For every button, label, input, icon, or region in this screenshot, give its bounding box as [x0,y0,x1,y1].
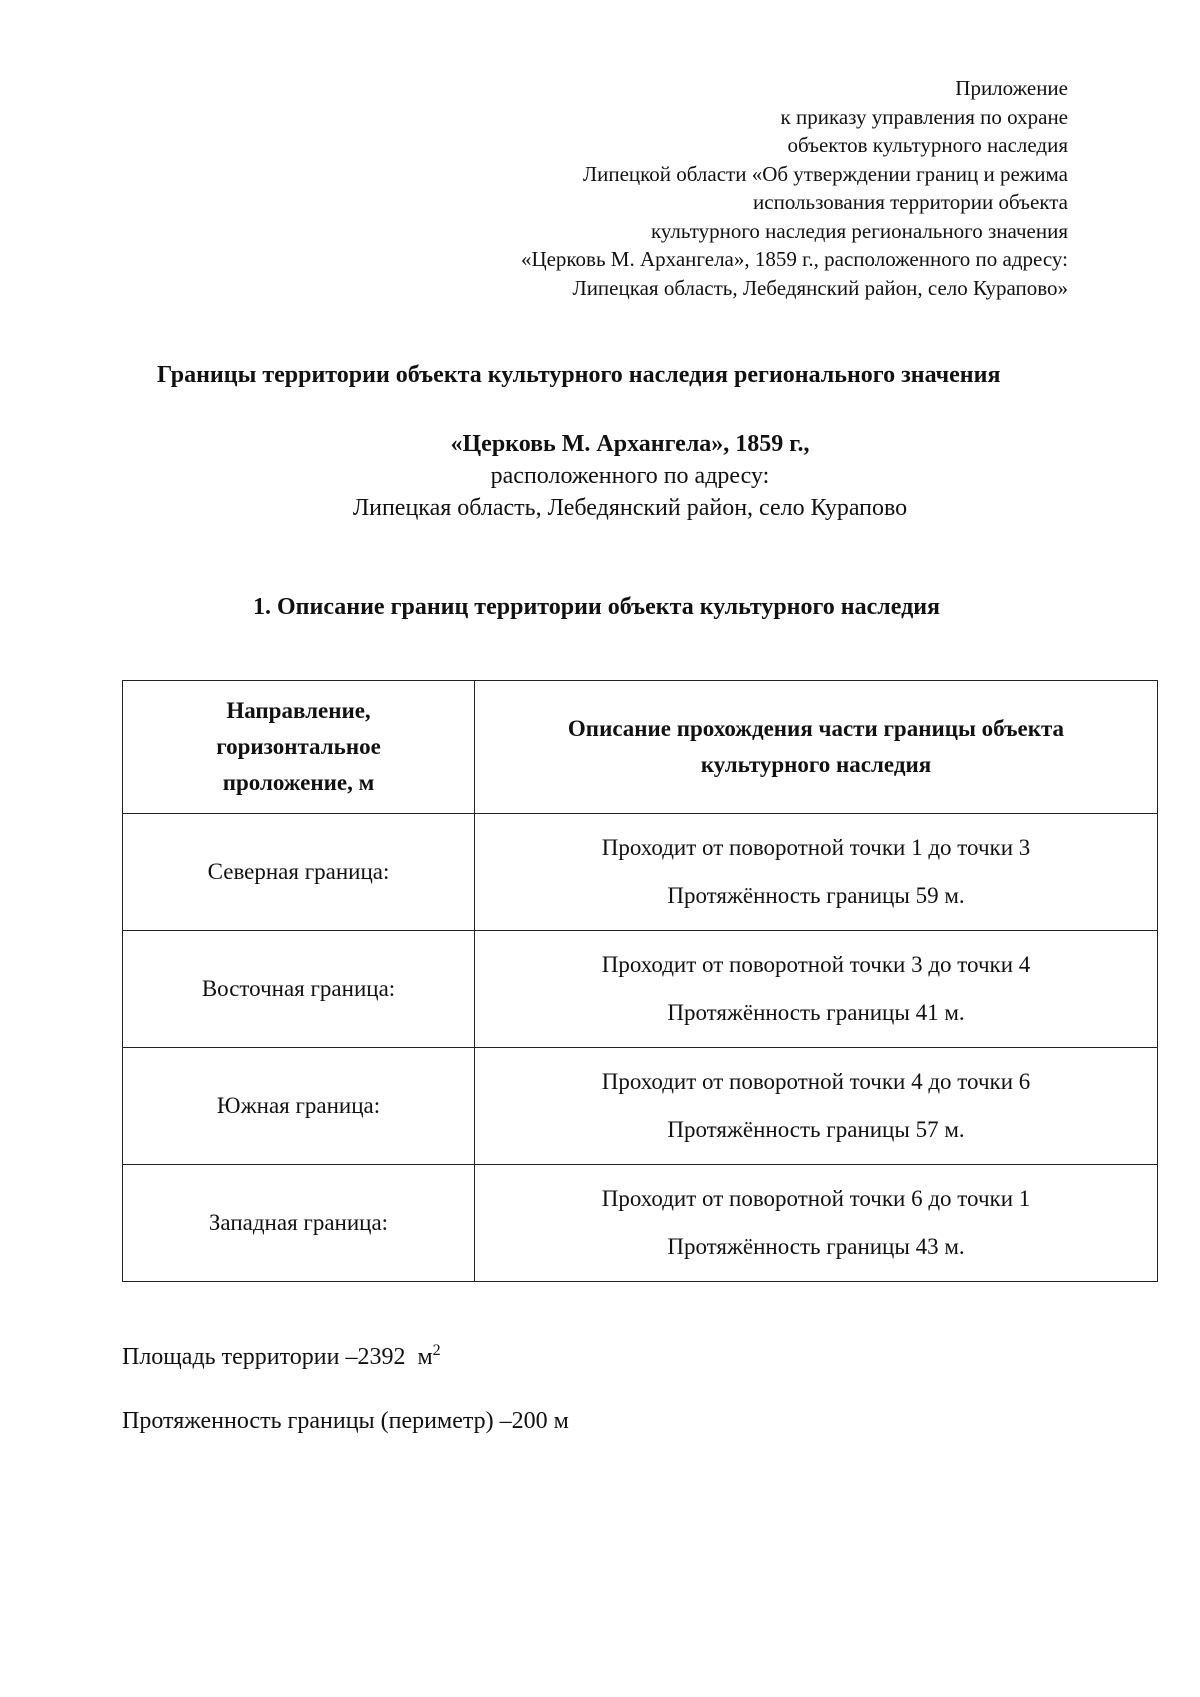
appendix-line: к приказу управления по охране [780,104,1068,129]
object-address: Липецкая область, Лебедянский район, село Курапово [352,495,908,521]
document-title: Границы территории объекта культурного наследия регионального значения [157,362,1001,388]
row-length: Протяжённость границы 43 м. [667,1234,965,1259]
object-address-label: расположенного по адресу: [490,463,770,489]
area-unit-power: 2 [432,1342,441,1359]
row-direction: Южная граница: [123,1048,475,1165]
row-length: Протяжённость границы 59 м. [667,883,965,908]
header-line: горизонтальное [216,734,381,759]
appendix-header [521,74,1068,302]
area-unit: м [417,1344,433,1370]
row-description [475,1048,1158,1165]
row-length: Протяжённость границы 57 м. [667,1117,965,1142]
appendix-line: Липецкой области «Об утверждении границ и режима [582,161,1068,186]
header-line: культурного наследия [700,752,932,777]
area-label: Площадь территории –2392 [122,1344,406,1370]
row-description [475,814,1158,931]
row-passes: Проходит от поворотной точки 4 до точки 6 [601,1069,1031,1094]
row-direction: Восточная граница: [123,931,475,1048]
row-passes: Проходит от поворотной точки 6 до точки 1 [601,1186,1031,1211]
area-summary [122,1342,441,1371]
row-direction: Западная граница: [123,1165,475,1282]
table-row [123,931,1158,1048]
table-header-row [123,681,1158,814]
header-direction [123,681,475,814]
appendix-line: Приложение [955,76,1068,100]
object-name: «Церковь М. Архангела», 1859 г., [450,431,810,457]
table-row [123,1048,1158,1165]
borders-table [122,680,1158,1282]
header-description [475,681,1158,814]
row-passes: Проходит от поворотной точки 1 до точки 3 [601,835,1031,860]
appendix-line: использования территории объекта [753,190,1068,214]
row-length: Протяжённость границы 41 м. [667,1000,965,1025]
row-passes: Проходит от поворотной точки 3 до точки 4 [601,952,1031,977]
table-row [123,1165,1158,1282]
table-row [123,814,1158,931]
appendix-line: «Церковь М. Архангела», 1859 г., расположенного по адресу: [520,247,1068,271]
row-description [475,1165,1158,1282]
header-line: проложение, м [222,770,375,795]
appendix-line: объектов культурного наследия [787,133,1068,157]
header-line: Описание прохождения части границы объекта [567,716,1065,741]
appendix-line: Липецкая область, Лебедянский район, село Курапово» [572,275,1068,300]
object-info [130,428,1130,524]
header-line: Направление, [226,698,371,723]
appendix-line: культурного наследия регионального значения [650,218,1068,243]
perimeter-summary: Протяженность границы (периметр) –200 м [122,1408,569,1434]
section-title: 1. Описание границ территории объекта культурного наследия [253,594,941,620]
row-description [475,931,1158,1048]
row-direction: Северная граница: [123,814,475,931]
